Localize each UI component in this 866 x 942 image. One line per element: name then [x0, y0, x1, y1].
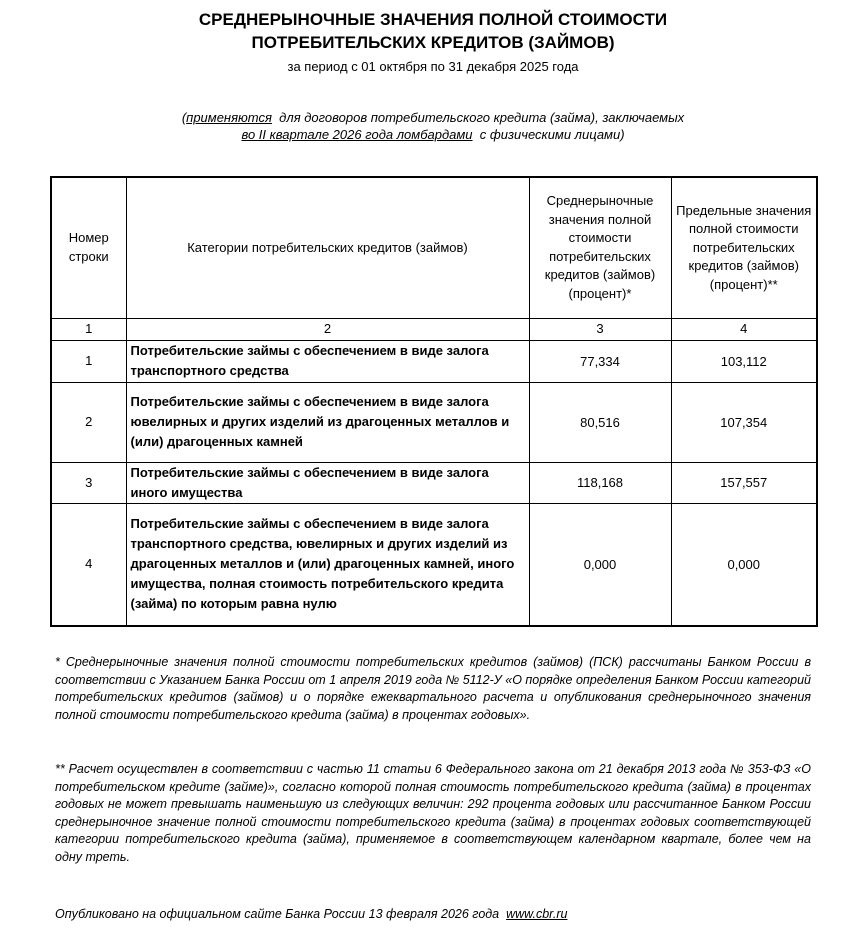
- column-number: 1: [51, 318, 126, 340]
- applicability-line1-rest: для договоров потребительского кредита (займа), заключаемых: [279, 110, 685, 125]
- table-row: [51, 503, 817, 626]
- table-row: [51, 340, 817, 382]
- row-category: Потребительские займы с обеспечением в виде залога транспортного средства, ювелирных и других изделий из драгоценных металлов и (или) драгоценных камней, иного имущества, полная стоимость потребительского кредита (займа) по которым равна нулю: [126, 503, 529, 626]
- row-number: 3: [51, 462, 126, 503]
- open-paren: (: [181, 110, 187, 125]
- table-row: [51, 382, 817, 462]
- applicability-period-lender: во II квартале 2026 года ломбардами: [241, 127, 473, 142]
- column-number: 2: [126, 318, 529, 340]
- row-category: Потребительские займы с обеспечением в виде залога ювелирных и других изделий из драгоценных металлов и (или) драгоценных камней: [126, 382, 529, 462]
- row-limit-value: 0,000: [671, 503, 817, 626]
- row-number: 1: [51, 340, 126, 382]
- row-avg-value: 77,334: [529, 340, 671, 382]
- table-row: [51, 462, 817, 503]
- row-number: 4: [51, 503, 126, 626]
- footnote-1: * Среднерыночные значения полной стоимости потребительских кредитов (займов) (ПСК) рассчитаны Банком России в соответствии с Указанием Банка России от 1 апреля 2019 года № 5112-У «О порядке определения Банком России категорий потребительских кредитов (займов) и о порядке ежеквартального расчета и опубликования среднерыночного значения полной стоимости потребительского кредита (займа) в процентах годовых».: [55, 655, 811, 722]
- row-avg-value: 0,000: [529, 503, 671, 626]
- page-title-line1: СРЕДНЕРЫНОЧНЫЕ ЗНАЧЕНИЯ ПОЛНОЙ СТОИМОСТИ: [198, 10, 668, 29]
- header-categories: Категории потребительских кредитов (займов): [126, 177, 529, 318]
- row-avg-value: 80,516: [529, 382, 671, 462]
- applicability-line2: [0, 126, 866, 143]
- column-number: 3: [529, 318, 671, 340]
- footnote-2: ** Расчет осуществлен в соответствии с частью 11 статьи 6 Федерального закона от 21 декабря 2013 года № 353-ФЗ «О потребительском кредите (займе)», согласно которой полная стоимость потребительского кредита (займа) в процентах годовых не может превышать наименьшую из следующих величин: 292 процента годовых или рассчитанное Банком России среднерыночное значение полной стоимости потребительского кредита (займа) в процентах годовых соответствующей категории потребительского кредита (займа), применяемое в соответствующем календарном квартале, более чем на одну треть.: [55, 762, 811, 864]
- row-limit-value: 107,354: [671, 382, 817, 462]
- applicability-line1: [0, 109, 866, 126]
- page-title-line2: ПОТРЕБИТЕЛЬСКИХ КРЕДИТОВ (ЗАЙМОВ): [251, 33, 615, 52]
- applicability-line2-rest: с физическими лицами): [479, 127, 625, 142]
- row-number: 2: [51, 382, 126, 462]
- period-subtitle: за период с 01 октября по 31 декабря 2025 года: [287, 59, 579, 74]
- applied-word: применяются: [186, 110, 272, 125]
- header-row-number: Номер строки: [51, 177, 126, 318]
- row-limit-value: 157,557: [671, 462, 817, 503]
- row-limit-value: 103,112: [671, 340, 817, 382]
- column-number: 4: [671, 318, 817, 340]
- column-number-row: [51, 318, 817, 340]
- published-text: Опубликовано на официальном сайте Банка России 13 февраля 2026 года: [55, 907, 500, 921]
- table-header-row: [51, 177, 817, 318]
- published-note: [55, 906, 811, 923]
- row-category: Потребительские займы с обеспечением в виде залога иного имущества: [126, 462, 529, 503]
- row-category: Потребительские займы с обеспечением в виде залога транспортного средства: [126, 340, 529, 382]
- header-avg-market: Среднерыночные значения полной стоимости потребительских кредитов (займов) (процент)*: [529, 177, 671, 318]
- header-limit: Предельные значения полной стоимости потребительских кредитов (займов) (процент)**: [671, 177, 817, 318]
- rates-table: [50, 176, 818, 627]
- row-avg-value: 118,168: [529, 462, 671, 503]
- cbr-link[interactable]: www.cbr.ru: [506, 907, 568, 921]
